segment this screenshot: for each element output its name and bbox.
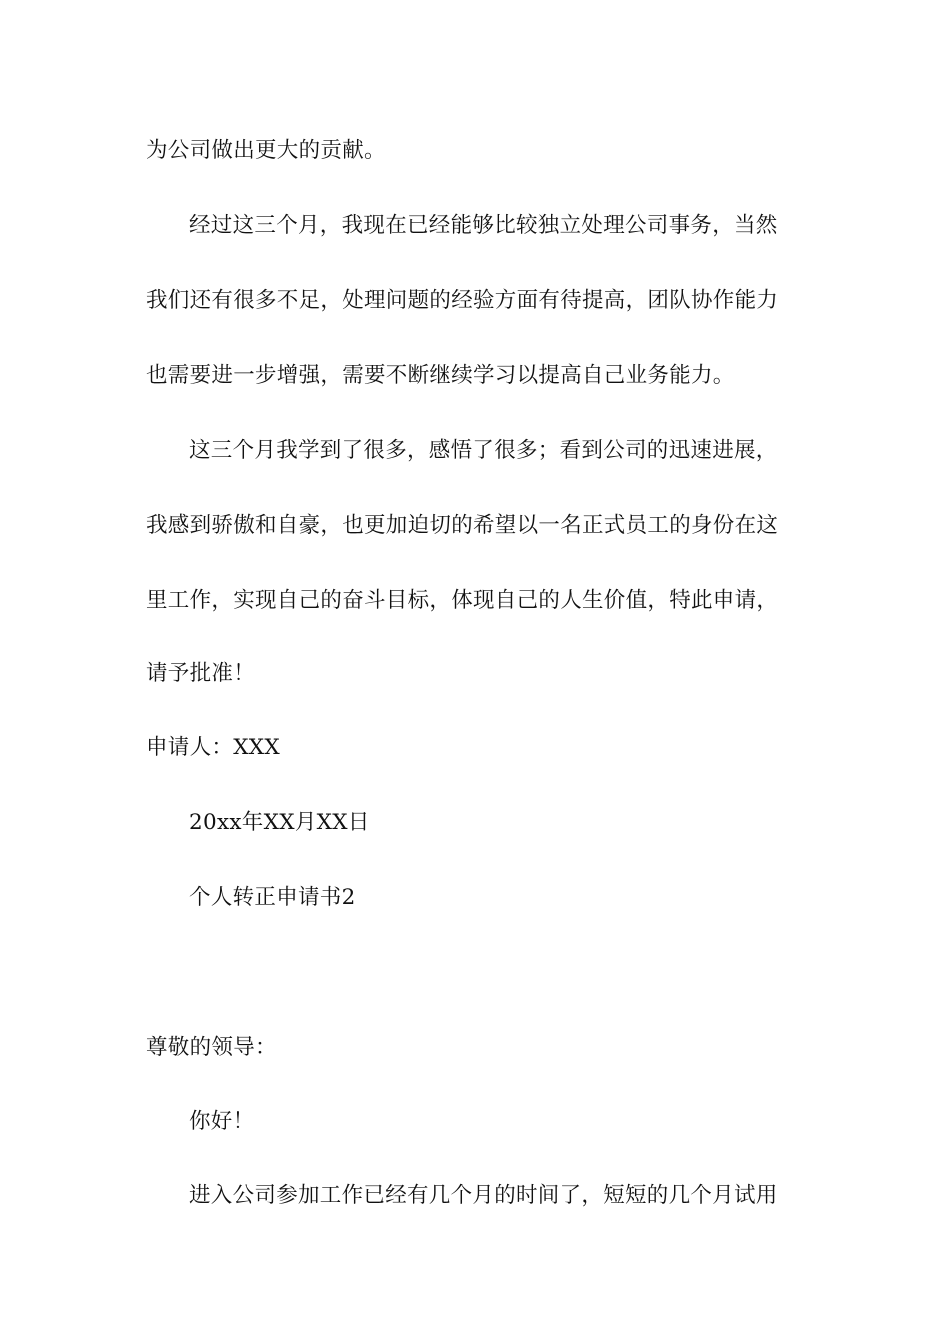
paragraph-line-14: 进入公司参加工作已经有几个月的时间了，短短的几个月试用 <box>189 1183 778 1208</box>
greeting-line: 你好！ <box>189 1109 255 1134</box>
paragraph-line-1: 为公司做出更大的贡献。 <box>146 138 386 163</box>
paragraph-line-8: 请予批准！ <box>146 661 256 686</box>
paragraph-line-4: 也需要进一步增强，需要不断继续学习以提高自己业务能力。 <box>146 363 735 388</box>
paragraph-line-5: 这三个月我学到了很多，感悟了很多；看到公司的迅速进展， <box>189 438 778 463</box>
paragraph-line-6: 我感到骄傲和自豪，也更加迫切的希望以一名正式员工的身份在这 <box>146 513 779 538</box>
paragraph-line-7: 里工作，实现自己的奋斗目标，体现自己的人生价值，特此申请， <box>146 588 779 613</box>
salutation-line: 尊敬的领导： <box>146 1035 277 1060</box>
paragraph-line-3: 我们还有很多不足，处理问题的经验方面有待提高，团队协作能力 <box>146 288 779 313</box>
applicant-line: 申请人：XXX <box>146 735 281 760</box>
paragraph-line-2: 经过这三个月，我现在已经能够比较独立处理公司事务，当然 <box>189 213 778 238</box>
section-title: 个人转正申请书2 <box>189 885 356 910</box>
date-line: 20xx年XX月XX日 <box>189 810 370 835</box>
